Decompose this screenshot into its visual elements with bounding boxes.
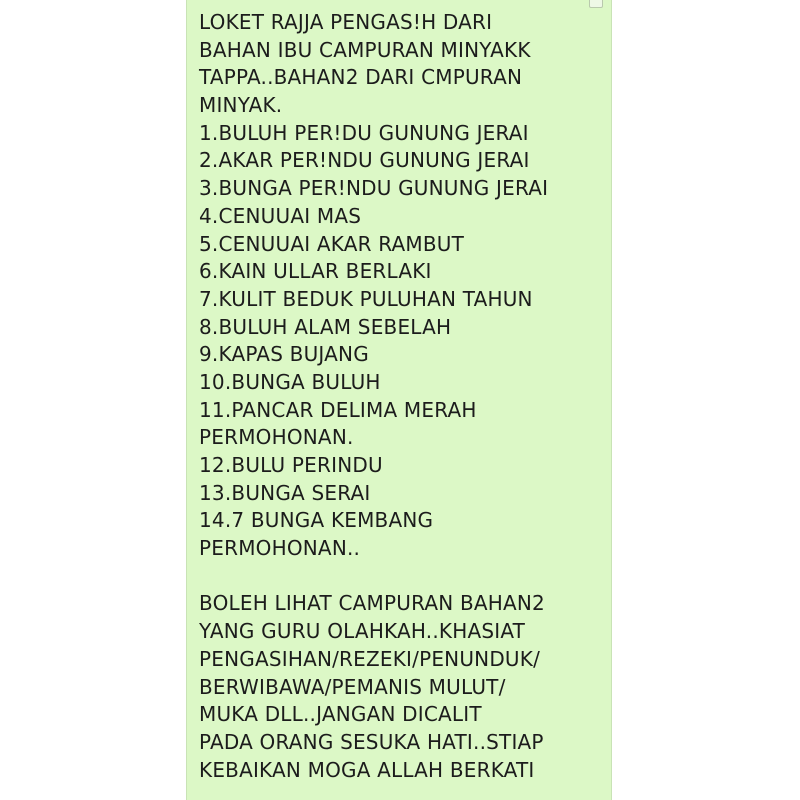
list-item: 3.BUNGA PER!NDU GUNUNG JERAI <box>199 176 549 201</box>
message-line: MINYAK. <box>199 93 283 118</box>
list-item: PERMOHONAN. <box>199 425 354 450</box>
message-line: PENGASIHAN/REZEKI/PENUNDUK/ <box>199 646 541 671</box>
list-item: 9.KAPAS BUJANG <box>199 342 369 367</box>
blank-line <box>199 563 599 591</box>
list-item: 6.KAIN ULLAR BERLAKI <box>199 259 432 284</box>
message-line: TAPPA..BAHAN2 DARI CMPURAN <box>199 65 523 90</box>
list-item: 11.PANCAR DELIMA MERAH <box>199 397 477 422</box>
list-item: 4.CENUUAI MAS <box>199 203 362 228</box>
list-item: 12.BULU PERINDU <box>199 453 383 477</box>
message-line: KEBAIKAN MOGA ALLAH BERKATI <box>199 757 535 782</box>
message-line: BAHAN IBU CAMPURAN MINYAKK <box>199 37 531 62</box>
list-item: 13.BUNGA SERAI <box>199 480 371 505</box>
message-line: PADA ORANG SESUKA HATI..STIAP <box>199 729 544 754</box>
list-item: PERMOHONAN.. <box>199 536 361 561</box>
checkbox-icon <box>589 0 603 8</box>
message-line: BERWIBAWA/PEMANIS MULUT/ <box>199 674 506 699</box>
message-line: BOLEH LIHAT CAMPURAN BAHAN2 <box>199 591 545 616</box>
list-item: 5.CENUUAI AKAR RAMBUT <box>199 231 465 256</box>
message-text <box>199 9 599 784</box>
list-item: 2.AKAR PER!NDU GUNUNG JERAI <box>199 148 530 173</box>
list-item: 14.7 BUNGA KEMBANG <box>199 508 434 533</box>
list-item: 1.BULUH PER!DU GUNUNG JERAI <box>199 120 529 145</box>
message-line: LOKET RAJJA PENGAS!H DARI <box>199 10 493 34</box>
list-item: 10.BUNGA BULUH <box>199 369 381 394</box>
list-item: 8.BULUH ALAM SEBELAH <box>199 314 452 339</box>
message-line: YANG GURU OLAHKAH..KHASIAT <box>199 619 526 644</box>
list-item: 7.KULIT BEDUK PULUHAN TAHUN <box>199 286 533 311</box>
message-line: MUKA DLL..JANGAN DICALIT <box>199 702 482 727</box>
